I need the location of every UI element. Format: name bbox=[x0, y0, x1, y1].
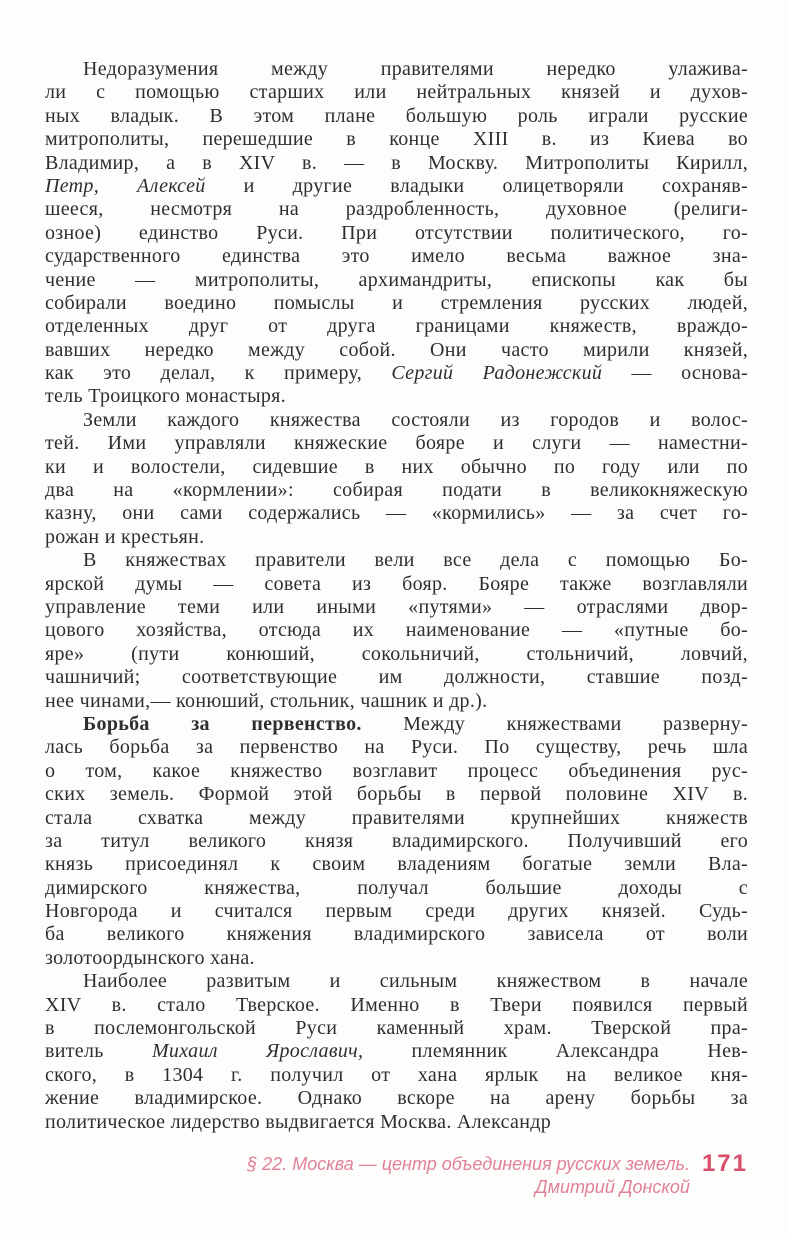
text-run: ских земель. Формой этой борьбы в первой половине XIV в. bbox=[45, 783, 748, 806]
text-run: казну, они сами содержались — «кормились» — за счет го- bbox=[45, 502, 748, 525]
text-run: рожан и крестьян. bbox=[45, 525, 205, 548]
text-run: вавших нередко между собой. Они часто мирили князей, bbox=[45, 338, 748, 361]
text-run: озное) единство Руси. При отсутствии политического, го- bbox=[45, 221, 748, 244]
text-run: Между княжествами разверну- bbox=[361, 712, 748, 735]
italic-text-run: Петр, Алексей bbox=[45, 174, 206, 197]
text-line bbox=[45, 830, 748, 853]
text-run: в послемонгольской Руси каменный храм. Тверской пра- bbox=[45, 1017, 748, 1040]
text-run: как это делал, к примеру, bbox=[45, 362, 392, 385]
text-run: Недоразумения между правителями нередко улажива- bbox=[83, 58, 748, 80]
text-run: чение — митрополиты, архимандриты, епископы как бы bbox=[45, 268, 748, 291]
text-line bbox=[45, 58, 748, 81]
text-line bbox=[45, 385, 748, 408]
text-run: ли с помощью старших или нейтральных князей и духов- bbox=[45, 81, 748, 104]
text-line bbox=[45, 456, 748, 479]
italic-text-run: Сергий Радонежский bbox=[391, 362, 603, 385]
bold-heading-run: Борьба за первенство. bbox=[83, 712, 362, 735]
text-run: лась борьба за первенство на Руси. По существу, речь шла bbox=[45, 736, 748, 759]
text-run: Наиболее развитым и сильным княжеством в начале bbox=[83, 970, 748, 993]
text-run: тей. Ими управляли княжеские бояре и слуги — наместни- bbox=[45, 432, 748, 455]
text-line bbox=[45, 175, 748, 198]
text-line bbox=[45, 502, 748, 525]
text-line bbox=[45, 1087, 748, 1110]
text-run: ных владык. В этом плане большую роль играли русские bbox=[45, 104, 748, 127]
text-run: ки и волостели, сидевшие в них обычно по году или по bbox=[45, 455, 748, 478]
text-run: Владимир, а в XIV в. — в Москву. Митрополиты Кирилл, bbox=[45, 151, 748, 174]
text-line bbox=[45, 315, 748, 338]
text-line bbox=[45, 947, 748, 970]
text-line bbox=[45, 900, 748, 923]
text-run: племянник Александра Нев- bbox=[363, 1040, 748, 1063]
text-line bbox=[45, 339, 748, 362]
text-line bbox=[45, 736, 748, 759]
text-line bbox=[45, 222, 748, 245]
page-number: 171 bbox=[701, 1149, 748, 1177]
text-run: тель Троицкого монастыря. bbox=[45, 385, 286, 408]
text-line bbox=[45, 713, 748, 736]
text-line bbox=[45, 994, 748, 1017]
text-line bbox=[45, 549, 748, 572]
section-title: Москва — центр объединения русских земель. bbox=[292, 1153, 690, 1174]
text-run: за титул великого князя владимирского. Получивший его bbox=[45, 829, 748, 852]
text-run: нее чинами,— конюший, стольник, чашник и др.). bbox=[45, 689, 488, 712]
text-run: ского, в 1304 г. получил от хана ярлык на великое кня- bbox=[45, 1063, 748, 1086]
text-run: — основа- bbox=[602, 362, 748, 385]
text-run: золотоордынского хана. bbox=[45, 946, 255, 969]
text-run: сударственного единства это имело весьма важное зна- bbox=[45, 245, 748, 268]
text-run: князь присоединял к своим владениям богатые земли Вла- bbox=[45, 853, 748, 876]
section-reference-line1 bbox=[247, 1152, 690, 1176]
text-run: XIV в. стало Тверское. Именно в Твери появился первый bbox=[45, 993, 748, 1016]
section-reference bbox=[247, 1152, 690, 1199]
text-run: Новгорода и считался первым среди других князей. Судь- bbox=[45, 900, 748, 923]
text-line bbox=[45, 573, 748, 596]
text-line bbox=[45, 1111, 748, 1134]
text-line bbox=[45, 877, 748, 900]
text-run: чашничий; соответствующие им должности, ставшие позд- bbox=[45, 666, 748, 689]
text-run: жение владимирское. Однако вскоре на арену борьбы за bbox=[45, 1087, 748, 1110]
text-run: собирали воедино помыслы и стремления русских людей, bbox=[45, 291, 748, 314]
text-line bbox=[45, 81, 748, 104]
text-line bbox=[45, 152, 748, 175]
text-line bbox=[45, 128, 748, 151]
text-line bbox=[45, 807, 748, 830]
text-run: Земли каждого княжества состояли из городов и волос- bbox=[83, 408, 748, 431]
text-line bbox=[45, 596, 748, 619]
text-run: В княжествах правители вели все дела с помощью Бо- bbox=[83, 549, 748, 572]
text-run: о том, какое княжество возглавит процесс объединения рус- bbox=[45, 759, 748, 782]
text-line bbox=[45, 1017, 748, 1040]
text-run: и другие владыки олицетворяли сохраняв- bbox=[205, 174, 748, 197]
text-line bbox=[45, 666, 748, 689]
text-line bbox=[45, 526, 748, 549]
text-line bbox=[45, 690, 748, 713]
text-line bbox=[45, 783, 748, 806]
text-run: ярской думы — совета из бояр. Бояре также возглавляли bbox=[45, 572, 748, 595]
text-run: шееся, несмотря на раздробленность, духовное (религи- bbox=[45, 198, 748, 221]
text-run: политическое лидерство выдвигается Москва. Александр bbox=[45, 1110, 552, 1133]
text-line bbox=[45, 970, 748, 993]
text-run: димирского княжества, получал большие доходы с bbox=[45, 876, 748, 899]
text-run: два на «кормлении»: собирая подати в великокняжескую bbox=[45, 479, 748, 502]
text-run: отделенных друг от друга границами княжеств, враждо- bbox=[45, 315, 748, 338]
text-run: ба великого княжения владимирского зависела от воли bbox=[45, 923, 748, 946]
text-run: цового хозяйства, отсюда их наименование — «путные бо- bbox=[45, 619, 748, 642]
text-run: стала схватка между правителями крупнейших княжеств bbox=[45, 806, 748, 829]
text-run: митрополиты, перешедшие в конце XIII в. из Киева во bbox=[45, 128, 748, 151]
text-line bbox=[45, 619, 748, 642]
text-line bbox=[45, 923, 748, 946]
text-run: витель bbox=[45, 1040, 152, 1063]
section-number: § 22. bbox=[247, 1153, 288, 1174]
text-line bbox=[45, 853, 748, 876]
text-line bbox=[45, 105, 748, 128]
text-line bbox=[45, 245, 748, 268]
text-line bbox=[45, 1040, 748, 1063]
text-line bbox=[45, 362, 748, 385]
italic-text-run: Михаил Ярославич, bbox=[151, 1040, 364, 1063]
text-line bbox=[45, 198, 748, 221]
text-line bbox=[45, 1064, 748, 1087]
text-run: яре» (пути конюший, сокольничий, стольничий, ловчий, bbox=[45, 642, 748, 665]
page-footer bbox=[45, 1149, 748, 1199]
section-title-continued: Дмитрий Донской bbox=[534, 1176, 690, 1197]
text-line bbox=[45, 269, 748, 292]
text-run: управление теми или иными «путями» — отраслями двор- bbox=[45, 595, 748, 618]
body-text bbox=[45, 58, 748, 1134]
text-line bbox=[45, 432, 748, 455]
text-line bbox=[45, 760, 748, 783]
text-line bbox=[45, 479, 748, 502]
text-line bbox=[45, 643, 748, 666]
text-line bbox=[45, 409, 748, 432]
text-line bbox=[45, 292, 748, 315]
